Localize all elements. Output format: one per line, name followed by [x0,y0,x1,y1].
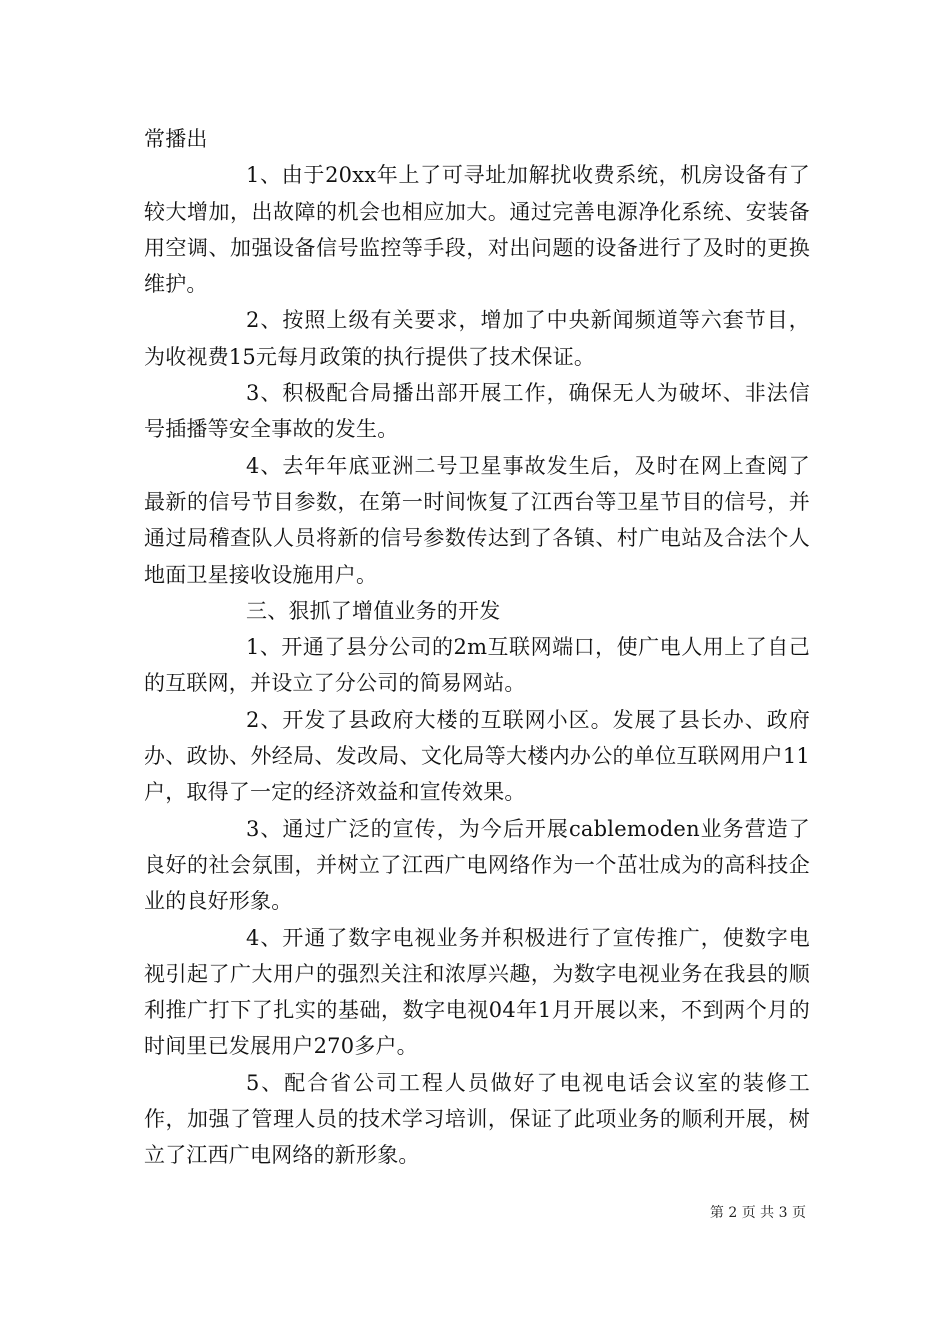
paragraph-item-4: 4、去年年底亚洲二号卫星事故发生后，及时在网上查阅了最新的信号节目参数，在第一时间恢复了江西台等卫星节目的信号，并通过局稽查队人员将新的信号参数传达到了各镇、村广电站及合法个人地面卫星接收设施用户。 [144,453,810,587]
section-heading: 三、狠抓了增值业务的开发 [246,598,501,623]
paragraph-item-1: 1、由于20xx年上了可寻址加解扰收费系统，机房设备有了较大增加，出故障的机会也相应加大。通过完善电源净化系统、安装备用空调、加强设备信号监控等手段，对出问题的设备进行了及时的更换维护。 [144,163,810,297]
page-number-footer: 第 2 页 共 3 页 [709,1205,806,1221]
paragraph-section3-item-5: 5、配合省公司工程人员做好了电视电话会议室的装修工作，加强了管理人员的技术学习培训，保证了此项业务的顺利开展，树立了江西广电网络的新形象。 [144,1070,810,1168]
document-body [144,121,810,1174]
paragraph-section3-item-1: 1、开通了县分公司的2m互联网端口，使广电人用上了自己的互联网，并设立了分公司的简易网站。 [144,635,810,696]
paragraph-item-2: 2、按照上级有关要求，增加了中央新闻频道等六套节目，为收视费15元每月政策的执行提供了技术保证。 [144,308,810,369]
paragraph-section3-item-3: 3、通过广泛的宣传，为今后开展cablemoden业务营造了良好的社会氛围，并树立了江西广电网络作为一个茁壮成为的高科技企业的良好形象。 [144,816,810,914]
paragraph-continuation: 常播出 [144,127,208,151]
paragraph-section3-item-2: 2、开发了县政府大楼的互联网小区。发展了县长办、政府办、政协、外经局、发改局、文化局等大楼内办公的单位互联网用户11户，取得了一定的经济效益和宣传效果。 [144,707,810,805]
paragraph-section3-item-4: 4、开通了数字电视业务并积极进行了宣传推广，使数字电视引起了广大用户的强烈关注和浓厚兴趣，为数字电视业务在我县的顺利推广打下了扎实的基础，数字电视04年1月开展以来，不到两个月的时间里已发展用户270多户。 [144,925,810,1059]
paragraph-item-3: 3、积极配合局播出部开展工作，确保无人为破坏、非法信号插播等安全事故的发生。 [144,381,810,442]
